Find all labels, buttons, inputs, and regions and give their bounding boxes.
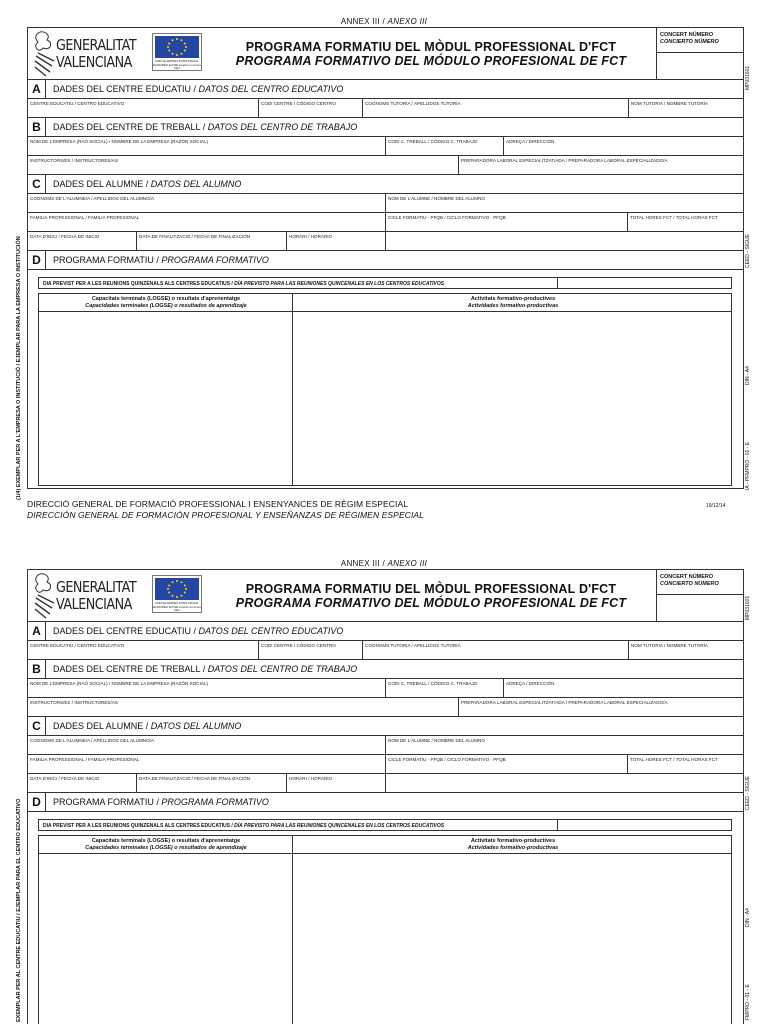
section-b-row-1 <box>28 679 743 698</box>
form-header <box>28 28 743 80</box>
concert-number-box: CONCERT NÚMERO CONCIERTO NÚMERO <box>656 570 744 622</box>
form-frame <box>27 569 744 1024</box>
section-b-row-2 <box>28 156 743 175</box>
section-b-header: B DADES DEL CENTRE DE TREBALL / DATOS DEL CENTRO DE TRABAJO <box>28 118 743 137</box>
form-title <box>206 40 656 68</box>
cognoms-alumne-field[interactable]: COGNOMS DE L'ALUMNE/A / APELLIDOS DEL ALUMNO/A <box>30 196 155 201</box>
cicle-field[interactable]: CICLE FORMATIU - PFQB / CICLO FORMATIVO - PFQB <box>385 755 627 773</box>
form-header <box>28 570 743 622</box>
capacitats-column[interactable] <box>39 294 293 485</box>
nom-alumne-field[interactable]: NOM DE L'ALUMNE / NOMBRE DEL ALUMNO <box>385 194 744 212</box>
codi-treball-field[interactable]: CODI C. TREBALL / CÓDIGO C. TRABAJO <box>385 137 503 155</box>
bat-emblem-icon <box>32 570 58 622</box>
section-d-header: D PROGRAMA FORMATIU / PROGRAMA FORMATIVO <box>28 251 743 270</box>
capacitats-header: Capacitats terminals (LOGSE) o resultats d'aprenentatge Capacidades terminales (LOGSE) o resultados de aprendizaje <box>85 296 247 309</box>
meeting-day-label-box: DIA PREVIST PER A LES REUNIONS QUINZENALS ALS CENTRES EDUCATIUS / DÍA PREVISTO PARA LAS REUNIONES QUINCENALES EN LOS CENTROS EDUCATIVOS <box>38 819 558 831</box>
logo-line-2: VALENCIANA <box>56 595 132 613</box>
footer-valencian: DIRECCIÓ GENERAL DE FORMACIÓ PROFESSIONAL I ENSENYANCES DE RÈGIM ESPECIAL <box>27 499 409 509</box>
section-c-row-2 <box>28 755 743 774</box>
eu-caption: UNIÓ EUROPEA FONS SOCIAL EUROPEU El FSE invertix en el teu futur <box>153 59 201 70</box>
meeting-day-label-box: DIA PREVIST PER A LES REUNIONS QUINZENALS ALS CENTRES EDUCATIUS / DÍA PREVISTO PARA LAS REUNIONES QUINCENALES EN LOS CENTROS EDUCATIVOS <box>38 277 558 289</box>
section-a-row <box>28 641 743 660</box>
program-table-header <box>39 294 731 312</box>
section-d-body <box>28 812 743 1024</box>
form-title <box>206 582 656 610</box>
total-hores-field[interactable]: TOTAL HORES FCT / TOTAL HORAS FCT <box>627 755 744 773</box>
section-c-row-1 <box>28 194 743 213</box>
cognoms-tutoria-field[interactable]: COGNOMS TUTORIA / APELLIDOS TUTORÍA <box>362 99 628 117</box>
section-a-row <box>28 99 743 118</box>
total-hores-field[interactable]: TOTAL HORES FCT / TOTAL HORAS FCT <box>627 213 744 231</box>
form-date: 19/12/14 <box>706 503 726 509</box>
logo-line-1: GENERALITAT <box>56 36 137 54</box>
title-valencian: PROGRAMA FORMATIU DEL MÒDUL PROFESSIONAL D'FCT <box>245 40 617 54</box>
bat-emblem-icon <box>32 28 58 80</box>
meeting-day-field[interactable] <box>558 819 732 831</box>
logo-line-2: VALENCIANA <box>56 53 132 71</box>
adreca-field[interactable]: ADREÇA / DIRECCIÓN <box>503 137 744 155</box>
centre-educatiu-field[interactable]: CENTRE EDUCATIU / CENTRO EDUCATIVO <box>30 643 125 648</box>
eu-flag-logo <box>152 33 202 71</box>
empty-cell <box>385 774 744 792</box>
concert-number-field[interactable] <box>657 594 744 622</box>
title-spanish: PROGRAMA FORMATIVO DEL MÓDULO PROFESIONAL DE FCT <box>235 596 627 610</box>
concert-number-field[interactable] <box>657 52 744 80</box>
annex-heading: ANNEX III / ANEXO III <box>340 559 428 568</box>
section-a-header: A DADES DEL CENTRE EDUCATIU / DATOS DEL CENTRO EDUCATIVO <box>28 622 743 641</box>
familia-field[interactable]: FAMILIA PROFESSIONAL / FAMILIA PROFESIONAL <box>30 757 140 762</box>
eu-stars-icon <box>155 36 199 58</box>
data-inici-field[interactable]: DATA D'INICI / FECHA DE INICIO <box>30 234 100 239</box>
annex-heading: ANNEX III / ANEXO III <box>340 17 428 26</box>
cicle-field[interactable]: CICLE FORMATIU - PFQB / CICLO FORMATIVO - PFQB <box>385 213 627 231</box>
codi-treball-field[interactable]: CODI C. TREBALL / CÓDIGO C. TRABAJO <box>385 679 503 697</box>
codi-centre-field[interactable]: CODI CENTRE / CÓDIGO CENTRO <box>258 641 362 659</box>
horari-field[interactable]: HORARI / HORARIO <box>286 232 385 250</box>
section-b-row-1 <box>28 137 743 156</box>
form-footer <box>27 499 424 520</box>
empty-cell <box>385 232 744 250</box>
activitats-header: Activitats formativo-productives Actividades formativo-productivas <box>467 296 559 309</box>
data-final-field[interactable]: DATA DE FINALITZACIÓ / FECHA DE FINALIZACIÓN <box>136 774 286 792</box>
section-b-row-2 <box>28 698 743 717</box>
cognoms-alumne-field[interactable]: COGNOMS DE L'ALUMNE/A / APELLIDOS DEL ALUMNO/A <box>30 738 155 743</box>
form-frame <box>27 27 744 489</box>
adreca-field[interactable]: ADREÇA / DIRECCIÓN <box>503 679 744 697</box>
nom-tutoria-field[interactable]: NOM TUTORIA / NOMBRE TUTORÍA <box>628 641 744 659</box>
nom-alumne-field[interactable]: NOM DE L'ALUMNE / NOMBRE DEL ALUMNO <box>385 736 744 754</box>
data-inici-field[interactable]: DATA D'INICI / FECHA DE INICIO <box>30 776 100 781</box>
eu-caption: UNIÓ EUROPEA FONS SOCIAL EUROPEU El FSE invertix en el teu futur <box>153 601 201 612</box>
instructors-field[interactable]: INSTRUCTORS/ES / INSTRUCTORES/AS <box>30 158 118 163</box>
form-copy-1: ANNEX III / ANEXO III GENERALITAT VALENCIANA UNIÓ EUROPEA FONS SOCIAL EUROPEU El FSE invertix en el teu futur PROGRAMA FORMATIU DEL MÒDUL PROFESSIONAL D'FCT PROGRAMA FORMATIVO DEL MÓDULO PROFESIONAL DE FCT CONCERT NÚMERO CONCIERTO NÚMERO A DADES DEL CENTRE EDUCATIU / DATOS DEL CENTRO EDUCATIVO CENTRE EDUCATIU / CENTRO EDUCATIVO CODI CENTRE / CÓDIGO CENTRO COGNOMS TUTORIA / APELLIDOS TUTORÍA NOM TUTORIA / NOMBRE TUTORÍA B DADES DEL CENTRE DE TREBALL / DATOS DEL CENTRO DE TRABAJO NOM DE L'EMPRESA (RAÓ SOCIAL) / NOMBRE DE LA EMPRESA (RAZÓN SOCIAL) CODI C. TREBALL / CÓDIGO C. TRABAJO ADREÇA / DIRECCIÓN INSTRUCTORS/ES / INSTRUCTORES/AS PREPARADORA LABORAL ESPECIALITZAT/ADA / PREPARADORA LABORAL ESPECIALIZADO/A C DADES DEL ALUMNE / DATOS DEL ALUMNO COGNOMS DE L'ALUMNE/A / APELLIDOS DEL ALUMNO/A NOM DE L'ALUMNE / NOMBRE DEL ALUMNO FAMILIA PROFESSIONAL / FAMILIA PROFESIONAL CICLE FORMATIU - PFQB / CICLO FORMATIVO - PFQB TOTAL HORES FCT / TOTAL HORAS FCT DATA D'INICI / FECHA DE INICIO DATA DE FINALITZACIÓ / FECHA DE FINALIZACIÓN HORARI / HORARIO D PROGRAMA FORMATIU / PROGRAMA FORMATIVO DIA PREVIST PER A LES REUNIONS QUINZENALS ALS CENTRES EDUCATIUS / DÍA PREVISTO PARA LAS REUNIONES QUINCENALES EN LOS CENTROS EDUCATIVOS Capacitats terminals (LOGSE) o resultats d'aprenentatge Capacidades terminales (LOGSE) o resultados de aprendizaje Activitats formativo-productives Actividades formativo-productivas DIRECCIÓ GENERAL DE FORMACIÓ PROFESSIONAL I ENSENYANCES DE RÈGIM ESPECIAL DIRECCIÓN GENERAL DE FORMACIÓN PROFESIONAL Y ENSEÑANZAS DE RÉGIMEN ESPECIAL 19/12/14 (1/4) EXEMPLAR PER A L'EMPRESA O INSTITUCIÓ / EJEMPLAR PARA LA EMPRESA O INSTITUCIÓN MP031601 CEED - SIGUE DIN - A4 IA - PFMPRO - 01 - E <box>0 0 768 540</box>
data-final-field[interactable]: DATA DE FINALITZACIÓ / FECHA DE FINALIZACIÓN <box>136 232 286 250</box>
form-copy-2: ANNEX III / ANEXO III GENERALITAT VALENCIANA UNIÓ EUROPEA FONS SOCIAL EUROPEU El FSE invertix en el teu futur PROGRAMA FORMATIU DEL MÒDUL PROFESSIONAL D'FCT PROGRAMA FORMATIVO DEL MÓDULO PROFESIONAL DE FCT CONCERT NÚMERO CONCIERTO NÚMERO A DADES DEL CENTRE EDUCATIU / DATOS DEL CENTRO EDUCATIVO CENTRE EDUCATIU / CENTRO EDUCATIVO CODI CENTRE / CÓDIGO CENTRO COGNOMS TUTORIA / APELLIDOS TUTORÍA NOM TUTORIA / NOMBRE TUTORÍA B DADES DEL CENTRE DE TREBALL / DATOS DEL CENTRO DE TRABAJO NOM DE L'EMPRESA (RAÓ SOCIAL) / NOMBRE DE LA EMPRESA (RAZÓN SOCIAL) CODI C. TREBALL / CÓDIGO C. TRABAJO ADREÇA / DIRECCIÓN INSTRUCTORS/ES / INSTRUCTORES/AS PREPARADORA LABORAL ESPECIALITZAT/ADA / PREPARADORA LABORAL ESPECIALIZADO/A C DADES DEL ALUMNE / DATOS DEL ALUMNO COGNOMS DE L'ALUMNE/A / APELLIDOS DEL ALUMNO/A NOM DE L'ALUMNE / NOMBRE DEL ALUMNO FAMILIA PROFESSIONAL / FAMILIA PROFESIONAL CICLE FORMATIU - PFQB / CICLO FORMATIVO - PFQB TOTAL HORES FCT / TOTAL HORAS FCT DATA D'INICI / FECHA DE INICIO DATA DE FINALITZACIÓ / FECHA DE FINALIZACIÓN HORARI / HORARIO D PROGRAMA FORMATIU / PROGRAMA FORMATIVO DIA PREVIST PER A LES REUNIONS QUINZENALS ALS CENTRES EDUCATIUS / DÍA PREVISTO PARA LAS REUNIONES QUINCENALES EN LOS CENTROS EDUCATIVOS Capacitats terminals (LOGSE) o resultats d'aprenentatge Capacidades terminales (LOGSE) o resultados de aprendizaje Activitats formativo-productives Actividades formativo-productivas EXEMPLAR PER AL CENTRE EDUCATIU / EJEMPLAR PARA EL CENTRO EDUCATIVO MP031601 CEED - SIGUE DIN - A4 FMPRO - 01 - E <box>0 542 768 1024</box>
concert-number-box: CONCERT NÚMERO CONCIERTO NÚMERO <box>656 28 744 80</box>
codi-centre-field[interactable]: CODI CENTRE / CÓDIGO CENTRO <box>258 99 362 117</box>
preparadora-field[interactable]: PREPARADORA LABORAL ESPECIALITZAT/ADA / PREPARADORA LABORAL ESPECIALIZADO/A <box>458 698 744 716</box>
footer-spanish: DIRECCIÓN GENERAL DE FORMACIÓN PROFESIONAL Y ENSEÑANZAS DE RÉGIMEN ESPECIAL <box>27 509 425 520</box>
program-table <box>38 293 732 486</box>
generalitat-logo <box>28 28 201 80</box>
horari-field[interactable]: HORARI / HORARIO <box>286 774 385 792</box>
capacitats-column[interactable] <box>39 836 293 1024</box>
capacitats-header: Capacitats terminals (LOGSE) o resultats d'aprenentatge Capacidades terminales (LOGSE) o resultados de aprendizaje <box>85 838 247 851</box>
section-c-row-2 <box>28 213 743 232</box>
cognoms-tutoria-field[interactable]: COGNOMS TUTORIA / APELLIDOS TUTORÍA <box>362 641 628 659</box>
section-a-header: A DADES DEL CENTRE EDUCATIU / DATOS DEL CENTRO EDUCATIVO <box>28 80 743 99</box>
section-c-header: C DADES DEL ALUMNE / DATOS DEL ALUMNO <box>28 175 743 194</box>
familia-field[interactable]: FAMILIA PROFESSIONAL / FAMILIA PROFESIONAL <box>30 215 140 220</box>
section-b-header: B DADES DEL CENTRE DE TREBALL / DATOS DEL CENTRO DE TRABAJO <box>28 660 743 679</box>
title-valencian: PROGRAMA FORMATIU DEL MÒDUL PROFESSIONAL D'FCT <box>245 582 617 596</box>
activitats-header: Activitats formativo-productives Actividades formativo-productivas <box>467 838 559 851</box>
preparadora-field[interactable]: PREPARADORA LABORAL ESPECIALITZAT/ADA / PREPARADORA LABORAL ESPECIALIZADO/A <box>458 156 744 174</box>
section-c-row-3 <box>28 774 743 793</box>
logo-line-1: GENERALITAT <box>56 578 137 596</box>
instructors-field[interactable]: INSTRUCTORS/ES / INSTRUCTORES/AS <box>30 700 118 705</box>
nom-tutoria-field[interactable]: NOM TUTORIA / NOMBRE TUTORÍA <box>628 99 744 117</box>
section-c-row-3 <box>28 232 743 251</box>
section-c-header: C DADES DEL ALUMNE / DATOS DEL ALUMNO <box>28 717 743 736</box>
eu-stars-icon <box>155 578 199 600</box>
nom-empresa-field[interactable]: NOM DE L'EMPRESA (RAÓ SOCIAL) / NOMBRE DE LA EMPRESA (RAZÓN SOCIAL) <box>30 681 209 686</box>
copy-label-left: (1/4) EXEMPLAR PER A L'EMPRESA O INSTITUCIÓ / EJEMPLAR PARA LA EMPRESA O INSTITUCIÓN <box>16 236 22 500</box>
centre-educatiu-field[interactable]: CENTRE EDUCATIU / CENTRO EDUCATIVO <box>30 101 125 106</box>
section-c-row-1 <box>28 736 743 755</box>
section-d-body <box>28 270 743 488</box>
copy-label-left: EXEMPLAR PER AL CENTRE EDUCATIU / EJEMPLAR PARA EL CENTRO EDUCATIVO <box>16 798 22 1022</box>
nom-empresa-field[interactable]: NOM DE L'EMPRESA (RAÓ SOCIAL) / NOMBRE DE LA EMPRESA (RAZÓN SOCIAL) <box>30 139 209 144</box>
meeting-day-field[interactable] <box>558 277 732 289</box>
title-spanish: PROGRAMA FORMATIVO DEL MÓDULO PROFESIONAL DE FCT <box>235 54 627 68</box>
program-table <box>38 835 732 1024</box>
generalitat-logo <box>28 570 201 622</box>
program-table-header <box>39 836 731 854</box>
section-d-header: D PROGRAMA FORMATIU / PROGRAMA FORMATIVO <box>28 793 743 812</box>
eu-flag-logo <box>152 575 202 613</box>
